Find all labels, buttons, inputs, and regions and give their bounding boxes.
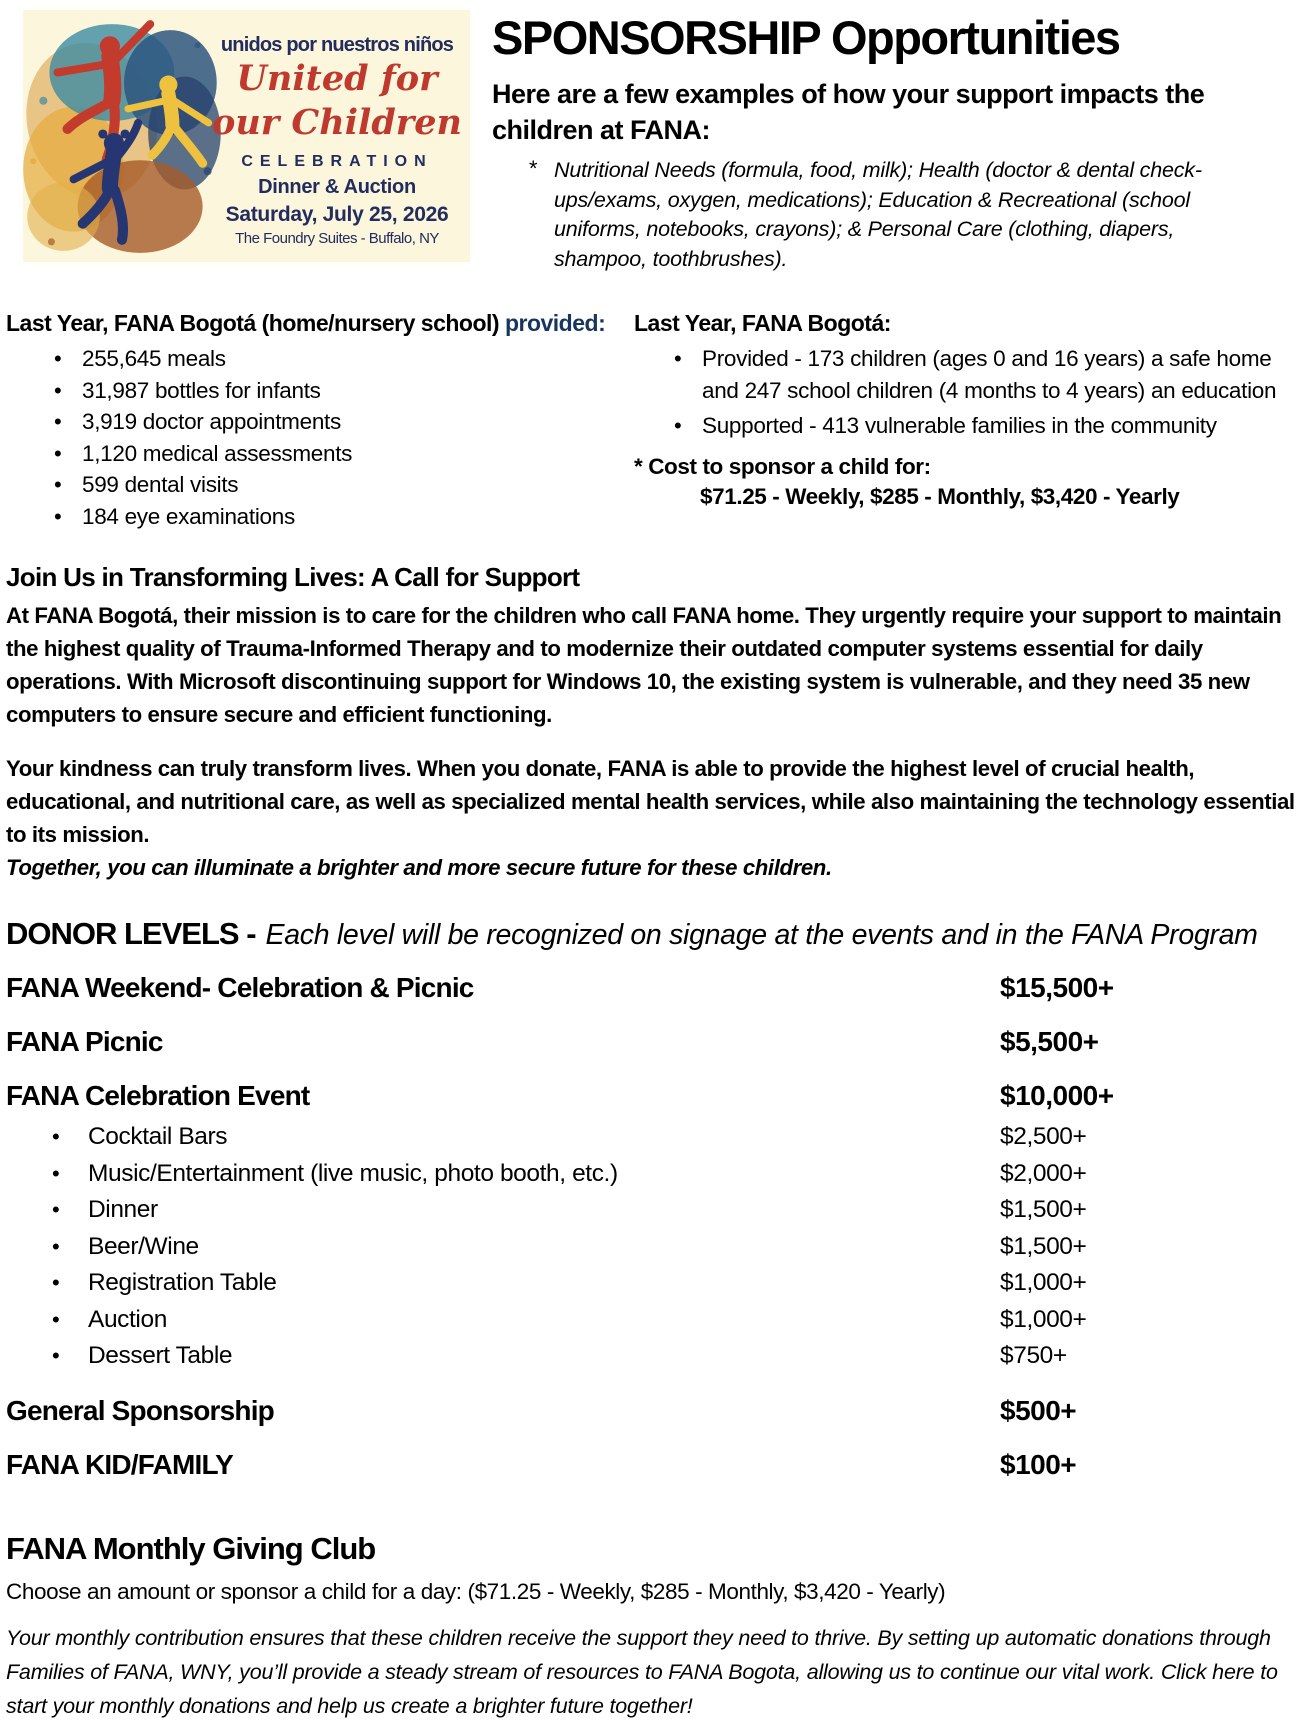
donor-sub-row [6,1156,1303,1193]
donor-sub-row [6,1265,1303,1302]
list-item: • 599 dental visits [54,469,634,501]
donor-level-price: $100+ [1000,1448,1077,1480]
donor-level-row [6,969,1303,1006]
donor-sub-label: • Dinner [6,1192,1000,1229]
donor-level-row [6,1023,1303,1060]
list-item: • 255,645 meals [54,343,634,375]
list-item: • Supported - 413 vulnerable families in the community [674,410,1294,442]
celebration-sub-list [6,1119,1303,1375]
impact-note-text: Nutritional Needs (formula, food, milk); Health (doctor & dental check-ups/exams, oxygen, medications); Education & Recreational (school uniforms, notebooks, crayons); & Personal Care (clothing, diapers, shampoo, toothbrushes). [554,158,1202,271]
monthly-giving-subheading: Choose an amount or sponsor a child for a day: ($71.25 - Weekly, $285 - Monthly, $3,420 - Yearly) [6,1578,946,1604]
logo-script-line-1: United for [236,58,438,99]
call-paragraph-2-emphasis: Together, you can illuminate a brighter and more secure future for these children. [6,855,832,880]
donor-level-price: $5,500+ [1000,1026,1099,1057]
call-paragraph-2 [6,752,1304,884]
stats-right-list [674,343,1303,442]
monthly-giving-paragraph [6,1621,1306,1723]
donor-level-row [6,1446,1303,1483]
stats-left-heading-accent: provided: [504,310,606,336]
donor-sub-row [6,1119,1303,1156]
donor-sub-row [6,1338,1303,1375]
donor-level-row [6,1077,1303,1114]
logo-text-block [206,34,468,247]
donor-levels-heading: DONOR LEVELS - [6,916,256,951]
stats-right-column [634,310,1303,532]
stats-right-heading: Last Year, FANA Bogotá: [634,310,891,336]
donor-sub-label: • Beer/Wine [6,1229,1000,1266]
list-item: • 184 eye examinations [54,501,634,533]
stats-left-heading-main: Last Year, FANA Bogotá (home/nursery school) [6,310,505,336]
donor-levels-heading-note: Each level will be recognized on signage at the events and in the FANA Program [265,919,1258,951]
page-title: SPONSORSHIP Opportunities [492,11,1120,64]
list-item: • 31,987 bottles for infants [54,375,634,407]
logo-children-illustration [23,10,232,262]
stats-left-column [6,310,634,532]
list-item: • 3,919 doctor appointments [54,406,634,438]
donor-level-label: General Sponsorship [6,1394,274,1426]
donor-level-label: FANA KID/FAMILY [6,1448,234,1480]
donor-sub-label: • Dessert Table [6,1338,1000,1375]
donor-level-label: FANA Weekend- Celebration & Picnic [6,972,474,1003]
click-here-link[interactable]: Click here [1160,1659,1255,1684]
donor-level-price: $500+ [1000,1394,1077,1426]
donor-sub-row [6,1192,1303,1229]
donor-sub-price: $1,500+ [1000,1196,1087,1223]
monthly-paragraph-part-2: to start your monthly donations and help us create a brighter future together! [6,1659,1278,1718]
call-paragraph-1: At FANA Bogotá, their mission is to care for the children who call FANA home. They urgently require your support to maintain the highest quality of Trauma-Informed Therapy and to modernize their outdated computer systems essential for daily operations. With Microsoft discontinuing support for Windows 10, the existing system is vulnerable, and they need 35 new computers to ensure secure and efficient functioning. [6,603,1282,727]
monthly-paragraph-part-1: Your monthly contribution ensures that these children receive the support they need to thrive. By setting up automatic donations through Families of FANA, WNY, you’ll provide a steady stream of resources to FANA Bogota, allowing us to continue our vital work. [6,1625,1271,1684]
logo-script-line-2: our Children [212,102,462,143]
impact-note [492,156,1303,274]
donor-sub-price: $1,000+ [1000,1305,1087,1333]
monthly-giving-section [6,1531,1303,1723]
donor-sub-label: • Cocktail Bars [6,1119,1000,1156]
donor-level-price: $10,000+ [1000,1080,1114,1111]
call-paragraph-2-text: Your kindness can truly transform lives. When you donate, FANA is able to provide the highest level of crucial health, educational, and nutritional care, as well as specialized mental health services, while also maintaining the technology essential to its mission. [6,756,1295,847]
header-row [6,10,1303,274]
event-logo [23,10,470,262]
donor-sub-price: $1,000+ [1000,1269,1087,1296]
page-subtitle: Here are a few examples of how your support impacts the children at FANA: [492,79,1205,145]
impact-note-marker: * [528,156,537,181]
list-item: • Provided - 173 children (ages 0 and 16 years) a safe home and 247 school children (4 months to 4 years) an education [674,343,1294,406]
donor-level-label: FANA Celebration Event [6,1080,310,1111]
logo-event-date: Saturday, July 25, 2026 [225,203,449,226]
logo-celebration-label: CELEBRATION [241,153,433,170]
donor-sub-label: • Registration Table [6,1265,1000,1302]
logo-event-type: Dinner & Auction [258,176,416,198]
donor-sub-row [6,1229,1303,1266]
call-heading: Join Us in Transforming Lives: A Call for Support [6,562,580,592]
logo-spanish-tagline: unidos por nuestros niños [220,34,454,56]
stats-left-list [54,343,634,532]
header-text-block [470,10,1303,274]
call-for-support-section [6,562,1303,884]
donor-sub-label: • Music/Entertainment (live music, photo booth, etc.) [6,1156,1000,1193]
stats-section [6,310,1303,532]
donor-level-label: FANA Picnic [6,1026,163,1057]
donor-sub-row [6,1302,1303,1339]
donor-sub-label: • Auction [6,1302,1000,1339]
donor-sub-price: $750+ [1000,1342,1067,1369]
list-item: • 1,120 medical assessments [54,438,634,470]
cost-heading: * Cost to sponsor a child for: [634,453,931,479]
logo-venue: The Foundry Suites - Buffalo, NY [235,230,439,247]
monthly-giving-heading: FANA Monthly Giving Club [6,1530,376,1566]
donor-level-price: $15,500+ [1000,972,1114,1003]
donor-sub-price: $1,500+ [1000,1232,1087,1260]
donor-levels-heading-line [6,916,1303,952]
stats-left-heading [6,310,634,337]
donor-sub-price: $2,000+ [1000,1159,1087,1187]
donor-levels-section [6,916,1303,1483]
donor-sub-price: $2,500+ [1000,1123,1087,1150]
cost-detail: $71.25 - Weekly, $285 - Monthly, $3,420 - Yearly [700,483,1180,509]
donor-level-row [6,1392,1303,1429]
